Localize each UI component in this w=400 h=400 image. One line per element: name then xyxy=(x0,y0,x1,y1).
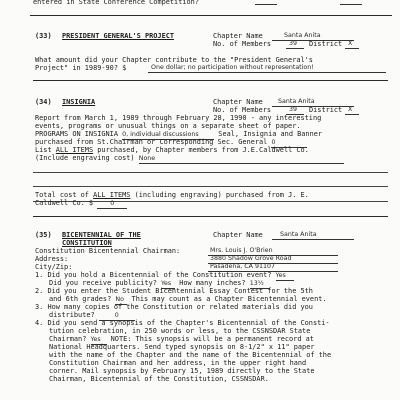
question-4-line3: Chairman? Yes NOTE: This synopsis will be a permanent record at xyxy=(49,335,314,343)
question-2-line2: and 6th grades? No This may count as a Chapter Bicentennial event. xyxy=(49,295,327,303)
question-1: 1. Did you hold a Bicentennial of the Constitution event? Yes xyxy=(35,271,294,281)
chapter-name-value: Santa Anita xyxy=(278,98,315,105)
total-cost-line1: Total cost of ALL ITEMS (including engraving) purchased from J. E. xyxy=(35,191,309,199)
chapter-name-value: Santa Anita xyxy=(280,231,317,238)
question-2-line1: 2. Did you enter the Student Bicentennial Essay Contest for the 5th xyxy=(35,287,313,295)
section-35-title-line2: CONSTITUTION xyxy=(62,239,112,247)
members-label: No. of Members xyxy=(213,106,272,114)
total-cost-line2: Caldwell Co. $ 0 xyxy=(35,199,127,209)
previous-question-text: entered in State Conference Competition? xyxy=(33,0,199,6)
previous-answer-blank xyxy=(255,0,277,5)
section-33-question-line1: What amount did your Chapter contribute to the "President General's xyxy=(35,56,313,64)
question-4-line5: with the name of the Chapter and the name of the Bicentennial of the xyxy=(49,351,332,359)
question-4-line4: National Headquarters. Send typed synopsis on 8-1/2" x 11" paper xyxy=(49,343,315,351)
address-label: Address: xyxy=(35,255,69,263)
programs-value: 0, individual discussions xyxy=(122,131,214,140)
section-34-line1: Report from March 1, 1989 through February 28, 1990 - any interesting xyxy=(35,114,322,122)
question-4-line7: corner. Mail synopsis by February 15, 1989 directly to the State xyxy=(49,367,315,375)
seal-label: Seal, Insignia and Banner xyxy=(218,130,323,138)
district-field xyxy=(345,40,359,49)
q1-answer: Yes xyxy=(276,272,294,281)
chapter-name-label: Chapter Name xyxy=(213,32,263,40)
section-35-number: (35) xyxy=(35,231,52,239)
chapter-name-value: Santa Anita xyxy=(284,32,321,39)
section-34-line2: events, programs or unusual things on a separate sheet of paper. xyxy=(35,122,301,130)
city-label: City/Zip: xyxy=(35,263,73,271)
contribution-value: One dollar; no participation without representation! xyxy=(151,64,314,71)
chairman-label: Constitution Bicentennial Chairman: xyxy=(35,247,181,255)
city-value: Pasadena, CA 91107 xyxy=(210,263,275,270)
items-value: None xyxy=(139,155,344,164)
q2-answer: No xyxy=(115,296,127,305)
district-field xyxy=(345,106,359,115)
members-label: No. of Members xyxy=(213,40,272,48)
address-value: 3880 Shadow Grove Road xyxy=(210,255,292,262)
q1b-inches: 13½ xyxy=(250,280,270,289)
section-33-title: PRESIDENT GENERAL'S PROJECT xyxy=(62,32,175,40)
district-label: District xyxy=(309,40,343,48)
members-field xyxy=(286,40,304,49)
section-34-number: (34) xyxy=(35,98,52,106)
district-value: X xyxy=(348,40,353,47)
section-33-number: (33) xyxy=(35,32,52,40)
question-4-line1: 4. Did you send a synopsis of the Chapter's Bicentennial of the Consti- xyxy=(35,319,330,327)
purchased-label: purchased from St.Chairman or Corresponding Sec. General xyxy=(35,138,268,146)
q4-answer: Yes xyxy=(91,336,107,345)
total-cost-value: 0 xyxy=(97,200,127,209)
members-value: 39 xyxy=(289,106,298,113)
section-35-title-line1: BICENTENNIAL OF THE xyxy=(62,231,141,239)
contribution-field xyxy=(148,64,386,73)
section-divider xyxy=(33,80,388,81)
section-divider xyxy=(30,15,392,16)
members-value: 39 xyxy=(289,40,298,47)
answer-line xyxy=(33,186,388,187)
section-34-title: INSIGNIA xyxy=(62,98,96,106)
question-1b: Did you receive publicity? Yes How many inches? 13½ xyxy=(49,279,270,289)
question-4-line8: Chairman, Bicentennial of the Constitution, CSSNSDAR. xyxy=(49,375,269,383)
q3-answer: 0 xyxy=(99,312,135,321)
question-4-line6: Constitution Chairman and her address, in the upper right hand xyxy=(49,359,307,367)
purchased-value: 0 xyxy=(271,139,307,148)
answer-line xyxy=(33,172,388,173)
q1b-answer: Yes xyxy=(161,280,175,289)
programs-label: PROGRAMS ON INSIGNIA xyxy=(35,130,118,138)
chapter-name-field xyxy=(272,231,354,240)
section-34-line5: List ALL ITEMS purchased, by Chapter members from J.E.Caldwell Co. xyxy=(35,146,309,154)
section-33-question-line2: Project" in 1989-90? $ xyxy=(35,64,127,72)
chapter-name-label: Chapter Name xyxy=(213,231,263,239)
previous-answer-blank-2 xyxy=(340,0,362,5)
section-divider xyxy=(33,216,388,217)
question-3-line2: distribute? 0 xyxy=(49,311,135,321)
question-4-line2: tution celebration, in 250 words or less, to the CSSNSDAR State xyxy=(49,327,311,335)
district-value: X xyxy=(348,106,353,113)
district-label: District xyxy=(309,106,343,114)
section-34-line6: (Include engraving cost) None xyxy=(35,154,344,164)
chairman-value: Mrs. Louis J. O'Brien xyxy=(210,247,273,254)
question-3-line1: 3. How many copies of the Constitution or related materials did you xyxy=(35,303,313,311)
chapter-name-label: Chapter Name xyxy=(213,98,263,106)
